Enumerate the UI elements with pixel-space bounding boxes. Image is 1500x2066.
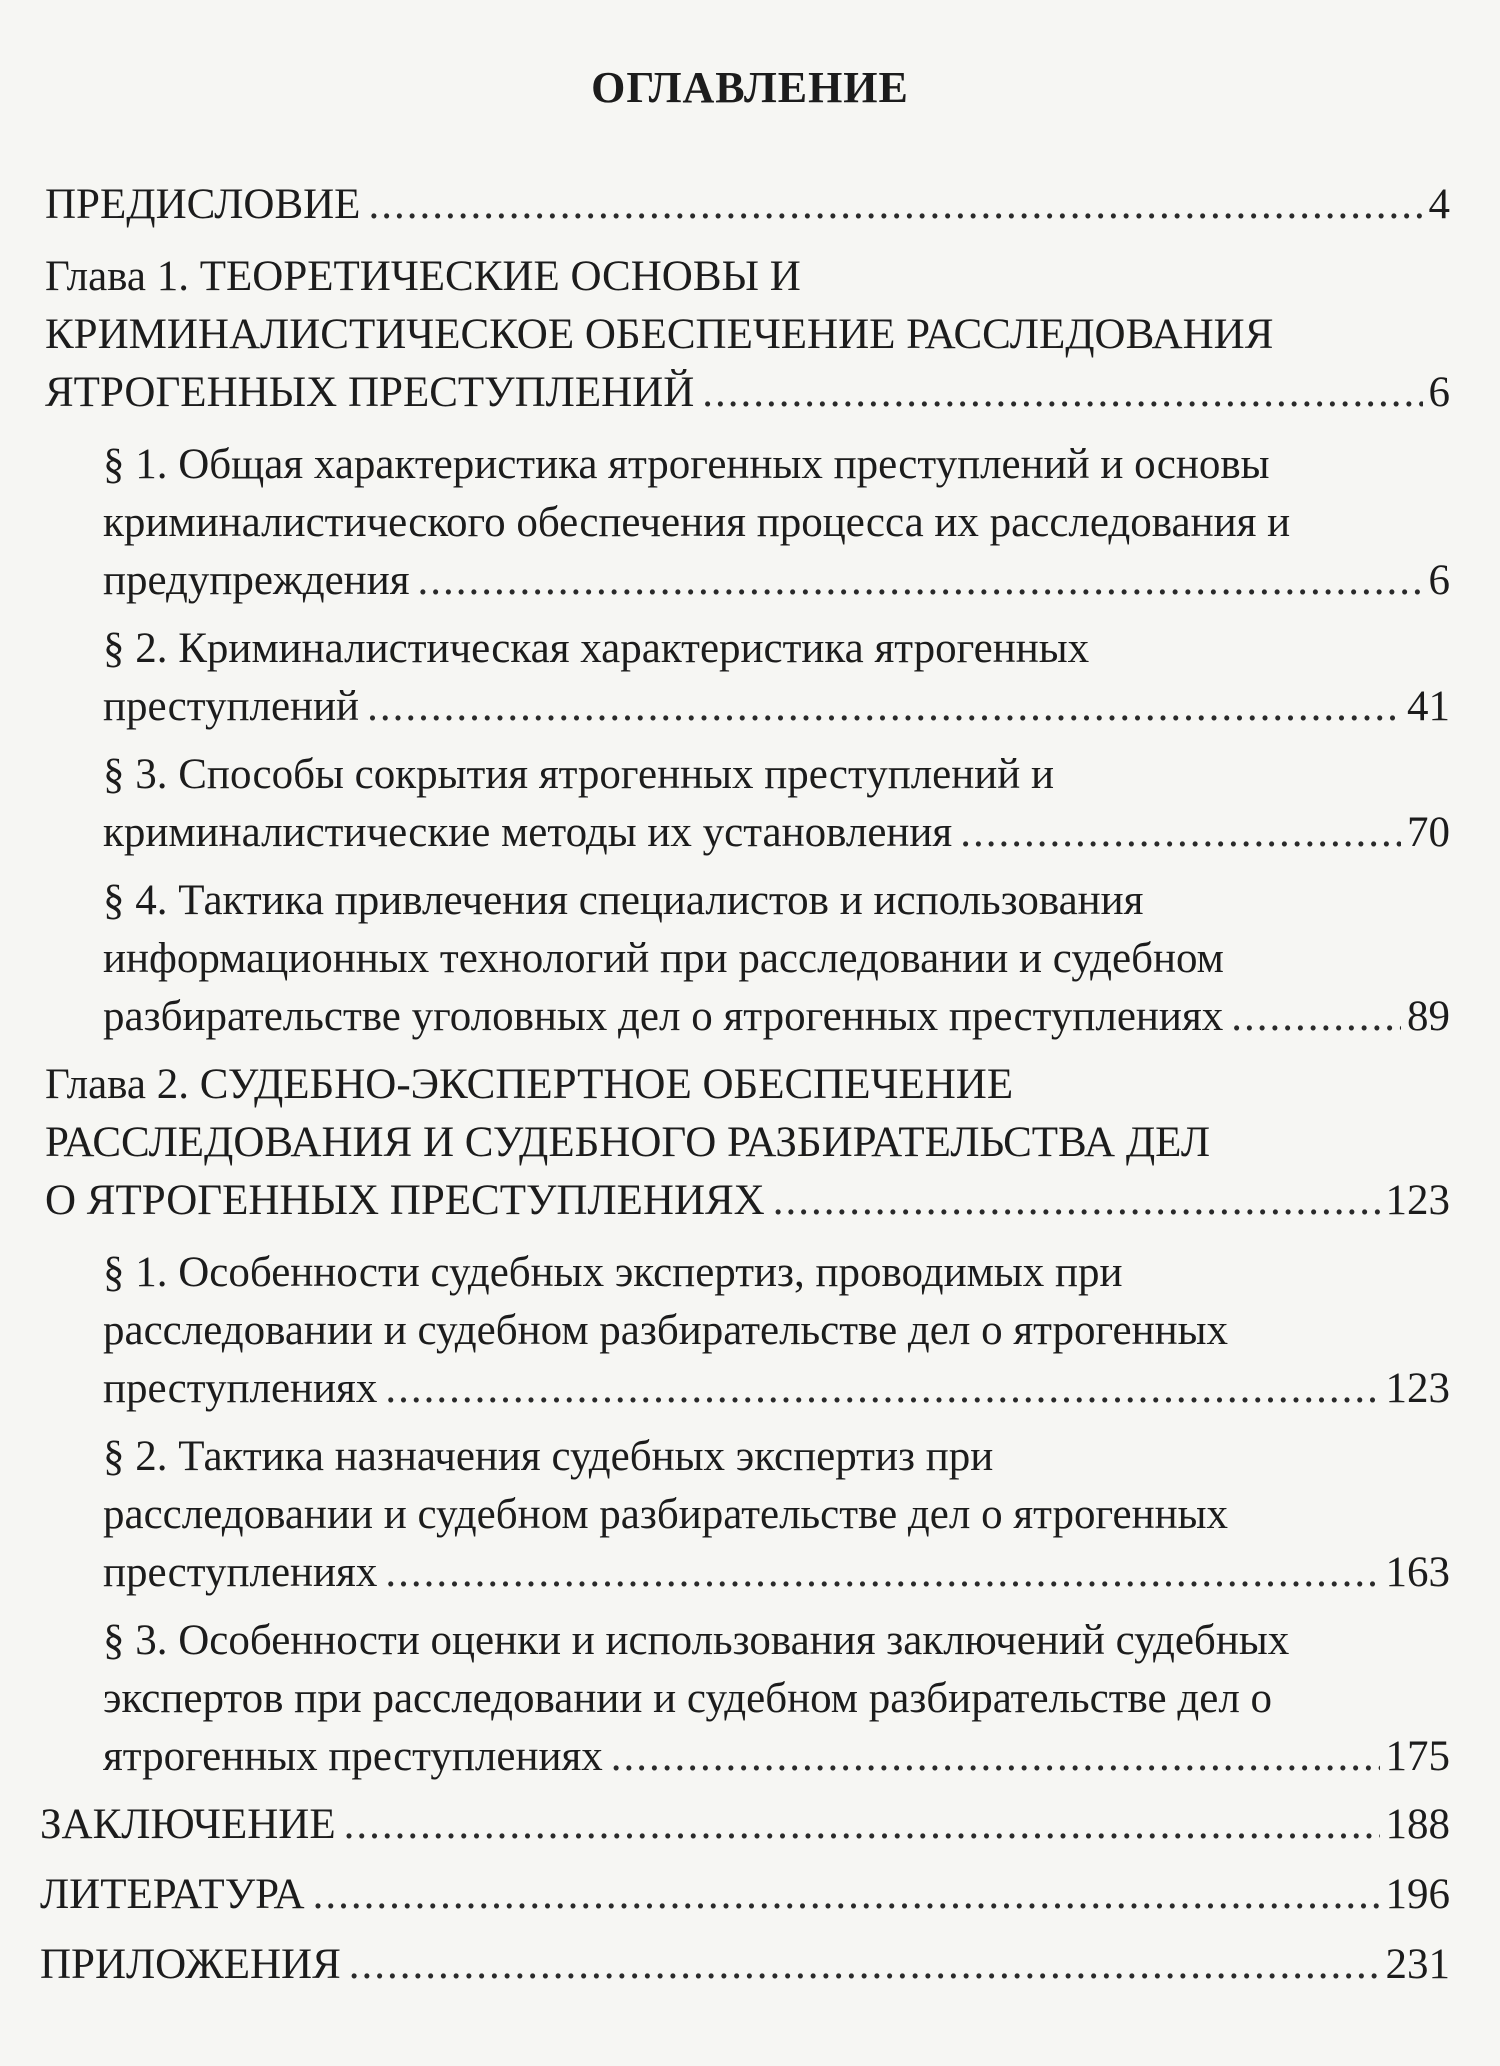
toc-page-number: 41 [1407,683,1450,730]
toc-entry-title: О ЯТРОГЕННЫХ ПРЕСТУПЛЕНИЯХ [45,1177,765,1224]
toc-page-number: 123 [1385,1177,1450,1224]
toc-page-number: 175 [1385,1733,1450,1780]
toc-entry-conclusion[interactable] [0,1796,1500,1854]
toc-entry-ch2-section-1[interactable] [0,1244,1500,1418]
toc-entry-title: ЗАКЛЮЧЕНИЕ [40,1801,336,1848]
dot-leader [417,552,1422,610]
toc-entry-title: ПРИЛОЖЕНИЯ [40,1941,341,1988]
toc-page-number: 188 [1385,1801,1450,1848]
dot-leader [367,678,1401,736]
toc-entry-title: Глава 2. СУДЕБНО-ЭКСПЕРТНОЕ ОБЕСПЕЧЕНИЕ [45,1061,1014,1108]
dot-leader [702,364,1422,422]
toc-entry-title: § 4. Тактика привлечения специалистов и использования [103,877,1144,924]
toc-page-number: 70 [1407,809,1450,856]
toc-entry-title: § 3. Способы сокрытия ятрогенных преступлений и [103,751,1055,798]
toc-entry-ch1-section-2[interactable] [0,620,1500,736]
toc-entry-chapter-1[interactable] [0,248,1500,422]
toc-entry-title: § 1. Особенности судебных экспертиз, проводимых при [103,1249,1123,1296]
dot-leader [313,1866,1380,1924]
toc-entry-title: преступлениях [103,1549,378,1596]
toc-page-number: 231 [1385,1941,1450,1988]
dot-leader [1231,988,1401,1046]
toc-entry-ch1-section-1[interactable] [0,436,1500,610]
toc-page-number: 196 [1385,1871,1450,1918]
toc-entry-ch2-section-3[interactable] [0,1612,1500,1786]
toc-entry-title: § 1. Общая характеристика ятрогенных преступлений и основы [103,441,1270,488]
dot-leader [960,804,1401,862]
toc-entry-title: предупреждения [103,557,410,604]
toc-entry-title: преступлений [103,683,360,730]
dot-leader [385,1544,1379,1602]
toc-entry-title: КРИМИНАЛИСТИЧЕСКОЕ ОБЕСПЕЧЕНИЕ РАССЛЕДОВАНИЯ [45,311,1274,358]
toc-page-number: 89 [1407,993,1450,1040]
dot-leader [368,176,1422,234]
toc-entry-preface[interactable] [0,176,1500,234]
toc-page-number: 123 [1385,1365,1450,1412]
toc-entry-ch2-section-2[interactable] [0,1428,1500,1602]
dot-leader [385,1360,1379,1418]
toc-entry-title: криминалистические методы их установления [103,809,953,856]
toc-entry-ch1-section-4[interactable] [0,872,1500,1046]
dot-leader [773,1172,1380,1230]
toc-entry-appendices[interactable] [0,1936,1500,1994]
page-title: ОГЛАВЛЕНИЕ [591,63,909,112]
toc-entry-title: информационных технологий при расследовании и судебном [103,935,1224,982]
toc-entry-title: ЛИТЕРАТУРА [40,1871,305,1918]
toc-entry-title: РАССЛЕДОВАНИЯ И СУДЕБНОГО РАЗБИРАТЕЛЬСТВА ДЕЛ [45,1119,1211,1166]
toc-entry-title: ятрогенных преступлениях [103,1733,603,1780]
toc-entry-literature[interactable] [0,1866,1500,1924]
toc-entry-title: преступлениях [103,1365,378,1412]
toc-entry-title: разбирательстве уголовных дел о ятрогенных преступлениях [103,993,1224,1040]
toc-page-number: 6 [1428,557,1450,604]
toc-entry-ch1-section-3[interactable] [0,746,1500,862]
toc-entry-title: § 2. Тактика назначения судебных экспертиз при [103,1433,994,1480]
toc-entry-title: § 2. Криминалистическая характеристика ятрогенных [103,625,1090,672]
dot-leader [611,1728,1380,1786]
toc-page-number: 163 [1385,1549,1450,1596]
toc-entry-chapter-2[interactable] [0,1056,1500,1230]
table-of-contents [0,176,1500,2006]
toc-entry-title: Глава 1. ТЕОРЕТИЧЕСКИЕ ОСНОВЫ И [45,253,801,300]
dot-leader [344,1796,1380,1854]
toc-entry-title: экспертов при расследовании и судебном разбирательстве дел о [103,1675,1273,1722]
toc-entry-title: криминалистического обеспечения процесса их расследования и [103,499,1291,546]
toc-entry-title: § 3. Особенности оценки и использования заключений судебных [103,1617,1290,1664]
toc-entry-title: расследовании и судебном разбирательстве дел о ятрогенных [103,1491,1229,1538]
toc-page-number: 4 [1428,181,1450,228]
toc-page-number: 6 [1428,369,1450,416]
toc-entry-title: расследовании и судебном разбирательстве дел о ятрогенных [103,1307,1229,1354]
toc-entry-title: ПРЕДИСЛОВИЕ [45,181,361,228]
dot-leader [349,1936,1380,1994]
toc-entry-title: ЯТРОГЕННЫХ ПРЕСТУПЛЕНИЙ [45,369,695,416]
